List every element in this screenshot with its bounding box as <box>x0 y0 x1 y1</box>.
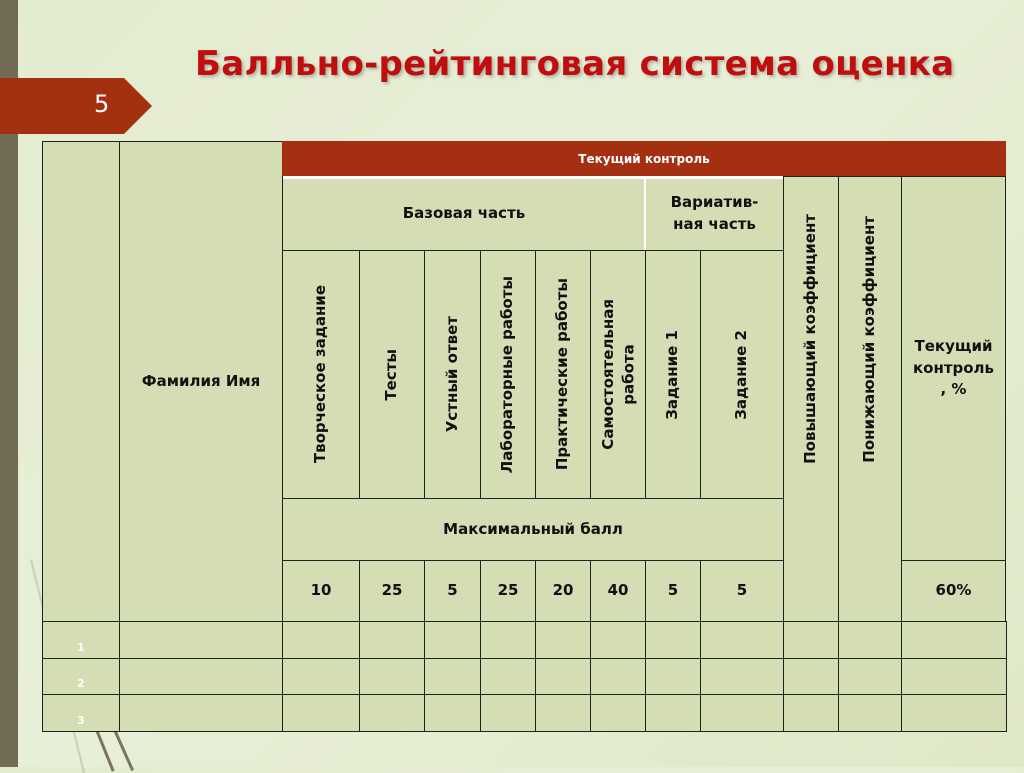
col-label: Задание 2 <box>732 329 751 420</box>
max-score-value <box>359 560 425 622</box>
value: 40 <box>607 581 629 600</box>
decorative-curve <box>95 729 115 772</box>
col-label: Тесты <box>382 348 401 401</box>
max-score-value <box>901 560 1006 622</box>
base-part-label: Базовая часть <box>402 203 526 222</box>
table-cell <box>838 658 902 695</box>
increasing-coef-header <box>783 176 839 622</box>
table-cell <box>645 658 701 695</box>
col-label-line2: работа <box>619 344 637 405</box>
col-header-independent-work <box>590 250 646 499</box>
row-number: 3 <box>77 714 85 728</box>
group-header-label: Текущий контроль <box>578 152 710 166</box>
table-cell <box>901 658 1007 695</box>
table-cell <box>700 694 784 732</box>
table-cell <box>424 694 481 732</box>
table-cell <box>424 621 481 659</box>
variative-part-label-line1: Вариатив- <box>670 192 759 211</box>
slide-title: Балльно-рейтинговая система оценка <box>195 44 955 84</box>
current-control-label-line3: , % <box>940 380 967 399</box>
row-number: 1 <box>77 641 85 655</box>
max-score-header <box>282 498 784 561</box>
decreasing-coef-label: Понижающий коэффициент <box>860 215 879 463</box>
table-cell <box>119 694 283 732</box>
max-score-value <box>535 560 591 622</box>
table-cell <box>901 694 1007 732</box>
header-separator <box>644 178 646 250</box>
table-cell <box>783 658 839 695</box>
table-cell <box>119 621 283 659</box>
base-part-header <box>282 176 646 251</box>
value: 5 <box>667 581 679 600</box>
col-header-creative-task <box>282 250 360 499</box>
col-header-practical-works <box>535 250 591 499</box>
name-header-label: Фамилия Имя <box>141 371 261 390</box>
row-number-cell <box>42 658 120 695</box>
value: 60% <box>935 581 972 600</box>
table-cell <box>645 621 701 659</box>
table-cell <box>480 694 536 732</box>
table-cell <box>282 658 360 695</box>
row-number: 2 <box>77 677 85 691</box>
max-score-value <box>700 560 784 622</box>
value: 5 <box>447 581 458 600</box>
value: 10 <box>310 581 332 600</box>
name-header <box>119 141 283 622</box>
table-cell <box>282 694 360 732</box>
table-cell <box>645 694 701 732</box>
slide-number-tag <box>0 78 152 134</box>
value: 20 <box>552 581 574 600</box>
current-control-pct-header <box>901 176 1006 561</box>
col-header-tests <box>359 250 425 499</box>
table-cell <box>783 621 839 659</box>
variative-part-label-line2: ная часть <box>673 214 756 233</box>
table-cell <box>359 694 425 732</box>
table-cell <box>783 694 839 732</box>
row-number-cell <box>42 694 120 732</box>
value: 25 <box>381 581 403 600</box>
max-score-value <box>645 560 701 622</box>
max-score-value <box>282 560 360 622</box>
current-control-label-line2: контроль <box>912 358 995 377</box>
decreasing-coef-header <box>838 176 902 622</box>
table-cell <box>480 621 536 659</box>
table-cell <box>535 694 591 732</box>
decorative-curve <box>113 729 134 771</box>
table-cell <box>480 658 536 695</box>
col-label: Устный ответ <box>442 316 461 433</box>
max-score-value <box>590 560 646 622</box>
col-header-task-1 <box>645 250 701 499</box>
table-cell <box>535 621 591 659</box>
col-label: Практические работы <box>553 278 572 471</box>
max-score-value <box>424 560 481 622</box>
table-cell <box>700 658 784 695</box>
table-cell <box>282 621 360 659</box>
table-cell <box>590 694 646 732</box>
table-cell <box>359 621 425 659</box>
col-header-task-2 <box>700 250 784 499</box>
col-header-oral-answer <box>424 250 481 499</box>
row-number-cell <box>42 621 120 659</box>
table-cell <box>424 658 481 695</box>
table-cell <box>838 694 902 732</box>
row-number-header <box>42 141 120 622</box>
col-label <box>598 299 639 450</box>
value: 5 <box>736 581 748 600</box>
table-cell <box>901 621 1007 659</box>
variative-part-header <box>645 176 784 251</box>
max-score-label: Максимальный балл <box>443 519 623 538</box>
slide-number: 5 <box>94 90 110 118</box>
table-cell <box>590 621 646 659</box>
table-cell <box>590 658 646 695</box>
col-header-lab-works <box>480 250 536 499</box>
table-cell <box>119 658 283 695</box>
col-label: Творческое задание <box>311 285 330 464</box>
table-cell <box>535 658 591 695</box>
col-label: Задание 1 <box>663 329 682 420</box>
table-cell <box>700 621 784 659</box>
table-cell <box>359 658 425 695</box>
group-header-current-control <box>282 141 1006 177</box>
header-separator <box>283 176 783 179</box>
current-control-label-line1: Текущий <box>914 336 993 355</box>
value: 25 <box>497 581 519 600</box>
max-score-value <box>480 560 536 622</box>
increasing-coef-label: Повышающий коэффициент <box>801 214 820 464</box>
col-label: Лабораторные работы <box>498 275 517 474</box>
col-label-line1: Самостоятельная <box>598 299 617 450</box>
table-cell <box>838 621 902 659</box>
